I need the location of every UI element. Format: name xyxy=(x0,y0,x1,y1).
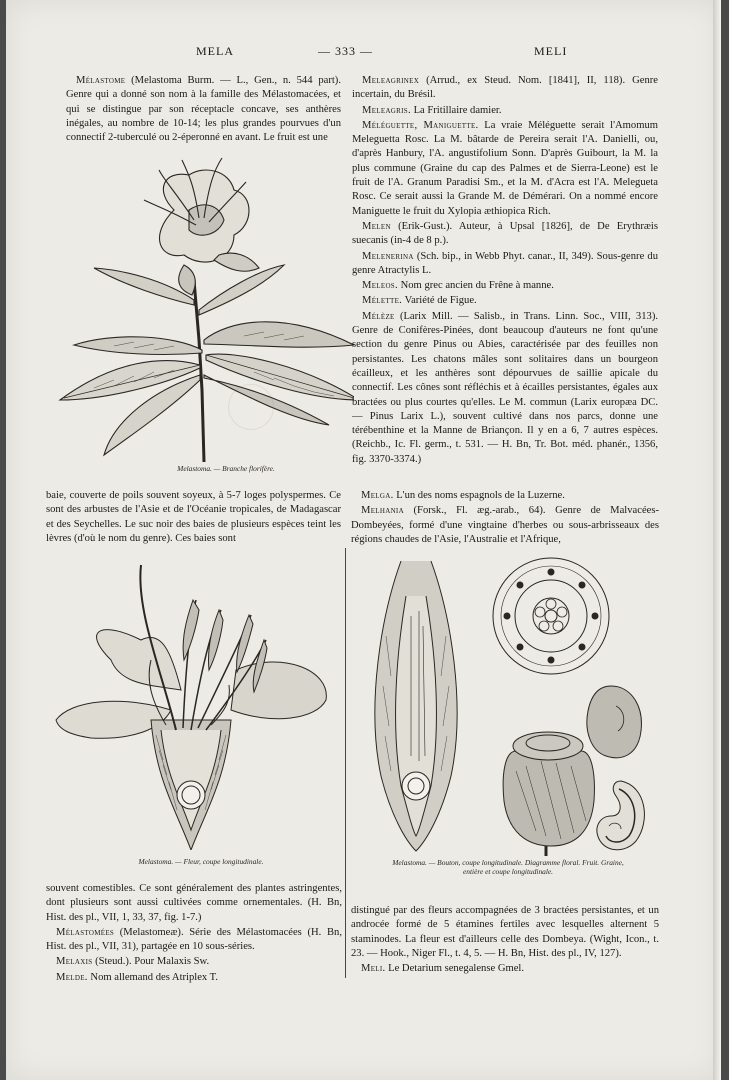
page-edge xyxy=(713,0,721,1080)
entry-text: (Melastomeæ). Série des Mélastomacées (H. Bn, Hist. des pl., VII, 31), partagée en 10 sous-séries. xyxy=(46,926,342,953)
entry-text: La Fritillaire damier. xyxy=(413,104,502,116)
entry-text: (Sch. bip., in Webb Phyt. canar., II, 349). Sous-genre du genre Atractylis L. xyxy=(352,250,658,276)
entry-headword: Mélette. xyxy=(362,295,403,307)
entry-text: Variété de Figue. xyxy=(404,295,477,307)
caption-line: entière et coupe longitudinale. xyxy=(462,867,554,876)
entry-melastome xyxy=(66,74,341,146)
flowering-branch-illustration xyxy=(54,150,354,464)
bleed-through-mark xyxy=(228,384,274,430)
figure-flower-section xyxy=(51,560,336,850)
entry-text: baie, couverte de poils souvent soyeux, à 5-7 loges polyspermes. Ce sont des arbustes de l'Asie et de l'Océanie tropicales, de Madagascar et des Seychelles. Le suc noir des baies de plusieurs espèces teint les lèvres (d'où le nom du genre). Ces baies sont xyxy=(46,490,341,544)
entry-text: (Erik-Gust.). Auteur, à Upsal [1826], de De Erythræis suecanis (in-4 de 8 p.). xyxy=(352,220,658,247)
entry-text: (Forsk., Fl. æg.-arab., 64). Genre de Malvacées-Dombeyées, formé d'une vingtaine d'herbes ou sous-arbrisseaux des régions chaudes de l'Asie, l'Australie et l'Afrique, xyxy=(351,505,659,545)
figure-caption: Melastoma. — Fleur, coupe longitudinale. xyxy=(138,857,264,866)
entry-headword: Mélèze xyxy=(362,310,395,322)
column-divider xyxy=(345,548,346,978)
entry-headword: Meleos. xyxy=(362,280,398,292)
entry-headword: Meleagrinex xyxy=(362,75,420,86)
figure-caption-bud xyxy=(358,858,658,876)
entry-text: (Steud.). Pour Malaxis Sw. xyxy=(95,956,210,968)
running-head xyxy=(6,44,721,60)
right-column-entries xyxy=(352,74,658,468)
running-head-left: MELA xyxy=(196,44,234,58)
entry-text: (Larix Mill. — Salisb., in Trans. Linn. Soc., VIII, 313). Genre de Conifères-Pinées, dont beaucoup d'auteurs ne font qu'une section du genre Pinus ou Abies, caractérisée par des feuilles non persistantes. Les chatons mâles sont solitaires dans un bourgeon écailleux, et les anthères sont dépourvues de saillie apicale du connectif. Les cônes sont réfléchis et à écailles persistantes, égales aux bractées ou plus courtes qu'elles. Le M. commun (Larix europæa DC. — Pinus Larix L.), souvent cultivé dans nos parcs, donne une térébenthine et la Manne de Briançon. Il y en a 6, 7 autres espèces. (Reichb., Ic. Fl. germ., t. 531. — H. Bn, Tr. Bot. méd. phanér., 1356, fig. 3370-3374.) xyxy=(352,310,658,465)
right-column-entries-bottom xyxy=(351,904,659,977)
entry-headword: Mélastome xyxy=(76,75,126,86)
figure-caption: Melastoma. — Branche florifère. xyxy=(177,464,275,473)
right-column-entries-mid xyxy=(351,489,659,548)
entry-text: Le Detarium senegalense Gmel. xyxy=(388,963,525,975)
entry-headword: Meleagris. xyxy=(362,104,411,116)
page-number: — 333 — xyxy=(318,44,373,58)
entry-text: Nom grec ancien du Frêne à manne. xyxy=(400,280,554,292)
entry-headword: Melen xyxy=(362,220,391,232)
entry-headword: Melhania xyxy=(361,505,404,517)
figure-flowering-branch xyxy=(54,150,354,464)
entry-headword: Melde. xyxy=(56,971,88,983)
entry-continuation xyxy=(46,489,341,547)
entry-headword: Méléguette, Maniguette. xyxy=(362,119,479,131)
entry-text: La vraie Méléguette serait l'Amomum Meleguetta Rosc. La M. bâtarde de Pereira serait l'A. Danielli, ou, d'après Hanbury, l'A. angustifolium Sonn. D'après Guibourt, la M. la plus commune (Graine du cap des Palmes et de Sierra-Leone) est le fruit de l'A. Granum Paradisi Sm., et la M. d'Acra est l'A. Melegueta Rosc. Ce serait aussi la Grande M. de Démérari. On a nommé encore Maniguette le fruit du Xylopia æthiopica Rich. xyxy=(352,119,658,217)
entry-text: souvent comestibles. Ce sont généralement des plantes astringentes, dont plusieurs sont aussi cultivées comme ornementales. (H. Bn, Hist. des pl., VII, 1, 33, 37, fig. 1-7.) xyxy=(46,883,342,923)
entry-headword: Meli. xyxy=(361,963,386,975)
entry-headword: Melaxis xyxy=(56,956,93,968)
flower-section-illustration xyxy=(51,560,336,850)
entry-headword: Melenerina xyxy=(362,250,414,262)
figure-bud-diagram-fruit-seed xyxy=(361,556,661,856)
caption-line: Melastoma. — Bouton, coupe longitudinale. Diagramme floral. Fruit. Graine, xyxy=(392,858,624,867)
running-head-right: MELI xyxy=(534,44,568,58)
entry-headword: Mélastomées xyxy=(56,926,115,938)
entry-text: distingué par des fleurs accompagnées de 3 bractées persistantes, et un androcée formé de 5 étamines fertiles avec lesquelles alternent 5 staminodes. La fleur est d'ailleurs celle des Dombeya. (Wight, Icon., t. 23. — Hook., Niger Fl., t. 4, 5. — H. Bn, Hist. des pl., IV, 127). xyxy=(351,905,659,959)
entry-text: (Melastoma Burm. — L., Gen., n. 544 part). Genre qui a donné son nom à la famille des Mélastomacées, et qui se distingue par son réceptacle concave, ses anthères inégales, au nombre de 10-14; les plus grandes pourvues d'un connectif 2-tuberculé ou 2-éperonné en avant. Le fruit est une xyxy=(66,75,341,144)
entry-text: (Arrud., ex Steud. Nom. [1841], II, 118). Genre incertain, du Brésil. xyxy=(352,75,658,101)
left-column-entries-bottom xyxy=(46,882,342,986)
entry-headword: Melga. xyxy=(361,490,394,501)
bud-diagram-fruit-seed-illustration xyxy=(361,556,661,856)
entry-text: Nom allemand des Atriplex T. xyxy=(90,971,219,983)
book-page xyxy=(6,0,721,1080)
entry-text: L'un des noms espagnols de la Luzerne. xyxy=(396,490,565,501)
